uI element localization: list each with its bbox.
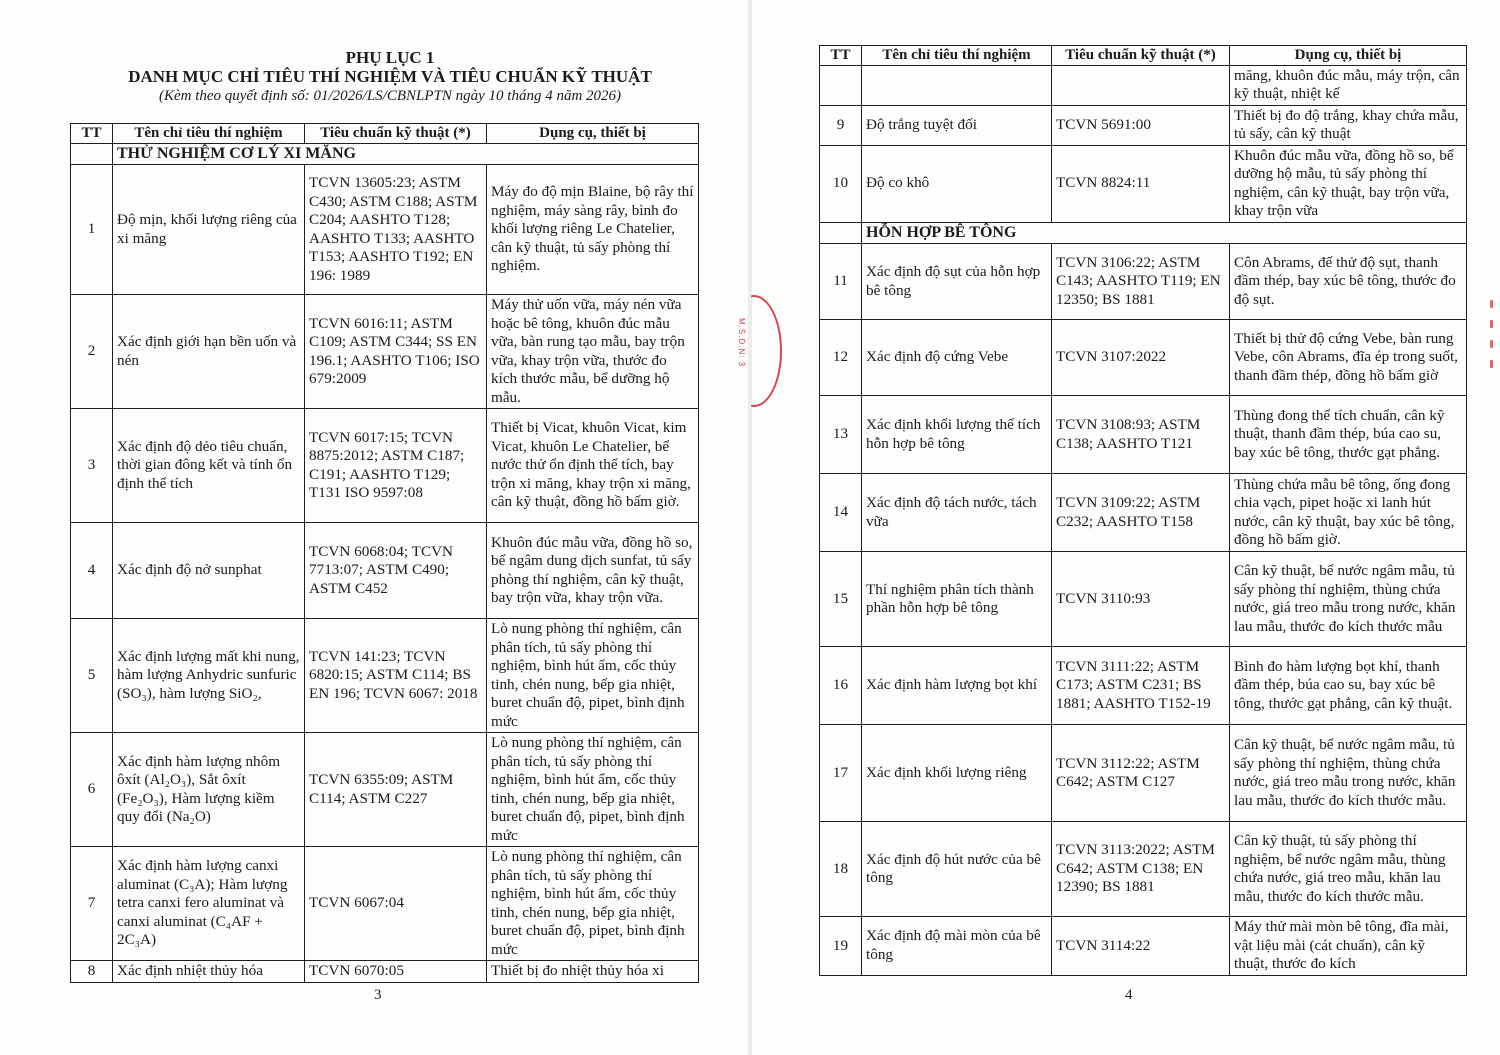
row-number: 1 bbox=[71, 165, 113, 295]
table-row bbox=[820, 917, 1467, 976]
test-name: Độ mịn, khối lượng riêng của xi măng bbox=[113, 165, 305, 295]
section-title: HỖN HỢP BÊ TÔNG bbox=[862, 222, 1467, 244]
table-row bbox=[820, 145, 1467, 222]
test-equipment: Cân kỹ thuật, bể nước ngâm mẫu, tủ sấy phòng thí nghiệm, thùng chứa nước, giá treo mẫu trong nước, khăn lau mẫu, thước đo kích thước mẫu. bbox=[1230, 725, 1467, 822]
test-name: Xác định hàm lượng nhôm ôxít (Al₂O₃), Sắt ôxít (Fe₂O₃), Hàm lượng kiềm quy đổi (Na₂O) bbox=[113, 733, 305, 847]
table-row bbox=[71, 523, 699, 619]
col-header-equipment: Dụng cụ, thiết bị bbox=[487, 124, 699, 144]
test-equipment: Thiết bị Vicat, khuôn Vicat, kim Vicat, khuôn Le Chatelier, bể nước thử ổn định thể tích, bay trộn xi măng, khay trộn xi măng, cân kỹ thuật, đồng hồ bấm giờ. bbox=[487, 409, 699, 523]
test-standard: TCVN 3109:22; ASTM C232; AASHTO T158 bbox=[1052, 474, 1230, 552]
row-number: 15 bbox=[820, 552, 862, 647]
row-number: 4 bbox=[71, 523, 113, 619]
appendix-title: PHỤ LỤC 1 bbox=[345, 48, 435, 67]
test-standard: TCVN 3110:93 bbox=[1052, 552, 1230, 647]
test-name: Xác định độ dẻo tiêu chuẩn, thời gian đông kết và tính ổn định thể tích bbox=[113, 409, 305, 523]
table-row bbox=[820, 65, 1467, 105]
table-row bbox=[820, 647, 1467, 725]
test-standard: TCVN 5691:00 bbox=[1052, 105, 1230, 145]
row-number: 11 bbox=[820, 244, 862, 320]
test-name: Xác định nhiệt thủy hóa bbox=[113, 961, 305, 983]
test-standard: TCVN 3113:2022; ASTM C642; ASTM C138; EN 12390; BS 1881 bbox=[1052, 822, 1230, 917]
test-standard: TCVN 3108:93; ASTM C138; AASHTO T121 bbox=[1052, 396, 1230, 474]
test-equipment: Côn Abrams, đế thử độ sụt, thanh đầm thép, bay xúc bê tông, thước đo độ sụt. bbox=[1230, 244, 1467, 320]
col-header-tt: TT bbox=[820, 46, 862, 66]
col-header-name: Tên chỉ tiêu thí nghiệm bbox=[113, 124, 305, 144]
test-name: Xác định độ cứng Vebe bbox=[862, 320, 1052, 396]
table-row bbox=[71, 847, 699, 961]
appendix-subtitle: DANH MỤC CHỈ TIÊU THÍ NGHIỆM VÀ TIÊU CHUẨN KỸ THUẬT bbox=[128, 67, 652, 86]
test-standard: TCVN 6070:05 bbox=[305, 961, 487, 983]
table-row bbox=[71, 409, 699, 523]
test-name: Xác định độ nở sunphat bbox=[113, 523, 305, 619]
test-standard: TCVN 6017:15; TCVN 8875:2012; ASTM C187; C191; AASHTO T129; T131 ISO 9597:08 bbox=[305, 409, 487, 523]
col-header-standard: Tiêu chuẩn kỹ thuật (*) bbox=[1052, 46, 1230, 66]
col-header-standard: Tiêu chuẩn kỹ thuật (*) bbox=[305, 124, 487, 144]
table-row bbox=[71, 961, 699, 983]
table-header-row bbox=[820, 46, 1467, 66]
test-equipment: Lò nung phòng thí nghiệm, cân phân tích, tủ sấy phòng thí nghiệm, bình hút ẩm, cốc thủy tinh, chén nung, bếp gia nhiệt, buret chuẩn độ, pipet, bình định mức bbox=[487, 619, 699, 733]
test-equipment: Máy thử mài mòn bê tông, đĩa mài, vật liệu mài (cát chuẩn), cân kỹ thuật, thước đo kích bbox=[1230, 917, 1467, 976]
row-number: 2 bbox=[71, 295, 113, 409]
test-name: Xác định giới hạn bền uốn và nén bbox=[113, 295, 305, 409]
test-name: Xác định độ tách nước, tách vữa bbox=[862, 474, 1052, 552]
test-equipment: Khuôn đúc mẫu vữa, đồng hồ so, bể ngâm dung dịch sunfat, tủ sấy phòng thí nghiệm, cân kỹ thuật, bay trộn vữa, khay trộn vữa. bbox=[487, 523, 699, 619]
test-name: Xác định hàm lượng bọt khí bbox=[862, 647, 1052, 725]
row-number: 14 bbox=[820, 474, 862, 552]
appendix-note: (Kèm theo quyết định số: 01/2026/LS/CBNLPTN ngày 10 tháng 4 năm 2026) bbox=[158, 88, 622, 104]
table-header-row bbox=[71, 124, 699, 144]
row-number: 7 bbox=[71, 847, 113, 961]
test-standard: TCVN 13605:23; ASTM C430; ASTM C188; ASTM C204; AASHTO T128; AASHTO T133; AASHTO T153; AASHTO T192; EN 196: 1989 bbox=[305, 165, 487, 295]
table-row bbox=[820, 244, 1467, 320]
table-row bbox=[71, 733, 699, 847]
page-number-left: 3 bbox=[374, 987, 382, 1003]
test-name: Xác định độ sụt của hỗn hợp bê tông bbox=[862, 244, 1052, 320]
test-equipment: Cân kỹ thuật, tủ sấy phòng thí nghiệm, bể nước ngâm mẫu, thùng chứa nước, giá treo mẫu, khăn lau mẫu, thước đo kích thước mẫu. bbox=[1230, 822, 1467, 917]
test-name: Xác định hàm lượng canxi aluminat (C₃A); Hàm lượng tetra canxi fero aluminat và canxi aluminat (C₄AF + 2C₃A) bbox=[113, 847, 305, 961]
row-number: 18 bbox=[820, 822, 862, 917]
table-row bbox=[820, 396, 1467, 474]
col-header-name: Tên chỉ tiêu thí nghiệm bbox=[862, 46, 1052, 66]
test-equipment: Bình đo hàm lượng bọt khí, thanh đầm thép, búa cao su, bay xúc bê tông, thước gạt phẳng, cân kỹ thuật. bbox=[1230, 647, 1467, 725]
row-number: 17 bbox=[820, 725, 862, 822]
row-number: 3 bbox=[71, 409, 113, 523]
test-table-right bbox=[819, 45, 1467, 976]
test-standard: TCVN 6067:04 bbox=[305, 847, 487, 961]
table-row bbox=[71, 619, 699, 733]
test-equipment: Máy thử uốn vữa, máy nén vữa hoặc bê tông, khuôn đúc mẫu vữa, bàn rung tạo mẫu, bay trộn vữa, khay trộn vữa, thước đo kích thước mẫu, bể dưỡng hộ mẫu. bbox=[487, 295, 699, 409]
row-number: 10 bbox=[820, 145, 862, 222]
test-equipment: Thiết bị đo độ trắng, khay chứa mẫu, tủ sấy, cân kỹ thuật bbox=[1230, 105, 1467, 145]
test-equipment: Cân kỹ thuật, bể nước ngâm mẫu, tủ sấy phòng thí nghiệm, thùng chứa nước, giá treo mẫu trong nước, khăn lau mẫu, thước đo kích thước mẫu bbox=[1230, 552, 1467, 647]
test-equipment: Thiết bị thử độ cứng Vebe, bàn rung Vebe, côn Abrams, đĩa ép trong suốt, thanh đầm thép, đồng hồ bấm giờ bbox=[1230, 320, 1467, 396]
test-equipment: Thiết bị đo nhiệt thủy hóa xi bbox=[487, 961, 699, 983]
appendix-header bbox=[70, 48, 710, 106]
section-row bbox=[71, 143, 699, 165]
row-number: 19 bbox=[820, 917, 862, 976]
test-equipment: Lò nung phòng thí nghiệm, cân phân tích, tủ sấy phòng thí nghiệm, bình hút ẩm, cốc thủy tinh, chén nung, bếp gia nhiệt, buret chuẩn độ, pipet, bình định mức bbox=[487, 847, 699, 961]
test-name: Thí nghiệm phân tích thành phần hỗn hợp bê tông bbox=[862, 552, 1052, 647]
table-row bbox=[820, 725, 1467, 822]
test-name: Xác định khối lượng thể tích hỗn hợp bê tông bbox=[862, 396, 1052, 474]
test-equipment: Máy đo độ mịn Blaine, bộ rây thí nghiệm, máy sàng rây, bình đo khối lượng riêng Le Chatelier, cân kỹ thuật, tủ sấy phòng thí nghiệm. bbox=[487, 165, 699, 295]
test-table-left bbox=[70, 123, 699, 983]
table-row bbox=[820, 320, 1467, 396]
test-standard: TCVN 6355:09; ASTM C114; ASTM C227 bbox=[305, 733, 487, 847]
test-name: Xác định lượng mất khi nung, hàm lượng Anhydric sunfuric (SO₃), hàm lượng SiO₂, bbox=[113, 619, 305, 733]
table-row bbox=[820, 474, 1467, 552]
stamp-edge-marks bbox=[1488, 290, 1496, 410]
test-name: Xác định độ mài mòn của bê tông bbox=[862, 917, 1052, 976]
test-standard: TCVN 3111:22; ASTM C173; ASTM C231; BS 1881; AASHTO T152-19 bbox=[1052, 647, 1230, 725]
test-standard: TCVN 3112:22; ASTM C642; ASTM C127 bbox=[1052, 725, 1230, 822]
test-standard: TCVN 3114:22 bbox=[1052, 917, 1230, 976]
test-name: Độ co khô bbox=[862, 145, 1052, 222]
table-row bbox=[71, 165, 699, 295]
test-equipment: Thùng chứa mẫu bê tông, ống đong chia vạch, pipet hoặc xi lanh hút nước, cân kỹ thuật, bay xúc bê tông, đồng hồ bấm giờ. bbox=[1230, 474, 1467, 552]
stamp-text: M.S.D.N: 3 bbox=[737, 318, 746, 368]
test-name: Độ trắng tuyệt đối bbox=[862, 105, 1052, 145]
section-row bbox=[820, 222, 1467, 244]
row-number: 8 bbox=[71, 961, 113, 983]
table-row bbox=[820, 822, 1467, 917]
test-equipment: Lò nung phòng thí nghiệm, cân phân tích, tủ sấy phòng thí nghiệm, bình hút ẩm, cốc thủy tinh, chén nung, bếp gia nhiệt, buret chuẩn độ, pipet, bình định mức bbox=[487, 733, 699, 847]
test-equipment: Thùng đong thể tích chuẩn, cân kỹ thuật, thanh đầm thép, búa cao su, bay xúc bê tông, thước gạt phẳng. bbox=[1230, 396, 1467, 474]
table-row bbox=[820, 105, 1467, 145]
test-standard: TCVN 3107:2022 bbox=[1052, 320, 1230, 396]
table-row bbox=[820, 552, 1467, 647]
col-header-tt: TT bbox=[71, 124, 113, 144]
test-standard: TCVN 6016:11; ASTM C109; ASTM C344; SS EN 196.1; AASHTO T106; ISO 679:2009 bbox=[305, 295, 487, 409]
test-equipment: măng, khuôn đúc mẫu, máy trộn, cân kỹ thuật, nhiệt kế bbox=[1230, 65, 1467, 105]
row-number: 9 bbox=[820, 105, 862, 145]
test-standard: TCVN 3106:22; ASTM C143; AASHTO T119; EN 12350; BS 1881 bbox=[1052, 244, 1230, 320]
test-standard: TCVN 8824:11 bbox=[1052, 145, 1230, 222]
row-number: 5 bbox=[71, 619, 113, 733]
section-title: THỬ NGHIỆM CƠ LÝ XI MĂNG bbox=[113, 143, 699, 165]
test-name: Xác định độ hút nước của bê tông bbox=[862, 822, 1052, 917]
test-standard: TCVN 6068:04; TCVN 7713:07; ASTM C490; ASTM C452 bbox=[305, 523, 487, 619]
row-number: 16 bbox=[820, 647, 862, 725]
row-number: 12 bbox=[820, 320, 862, 396]
page-number-right: 4 bbox=[1125, 987, 1133, 1003]
test-name: Xác định khối lượng riêng bbox=[862, 725, 1052, 822]
table-row bbox=[71, 295, 699, 409]
test-standard: TCVN 141:23; TCVN 6820:15; ASTM C114; BS EN 196; TCVN 6067: 2018 bbox=[305, 619, 487, 733]
test-equipment: Khuôn đúc mẫu vữa, đồng hồ so, bể dưỡng hộ mẫu, tủ sấy phòng thí nghiệm, cân kỹ thuật, bay trộn vữa, khay trộn vữa bbox=[1230, 145, 1467, 222]
row-number: 6 bbox=[71, 733, 113, 847]
row-number: 13 bbox=[820, 396, 862, 474]
col-header-equipment: Dụng cụ, thiết bị bbox=[1230, 46, 1467, 66]
